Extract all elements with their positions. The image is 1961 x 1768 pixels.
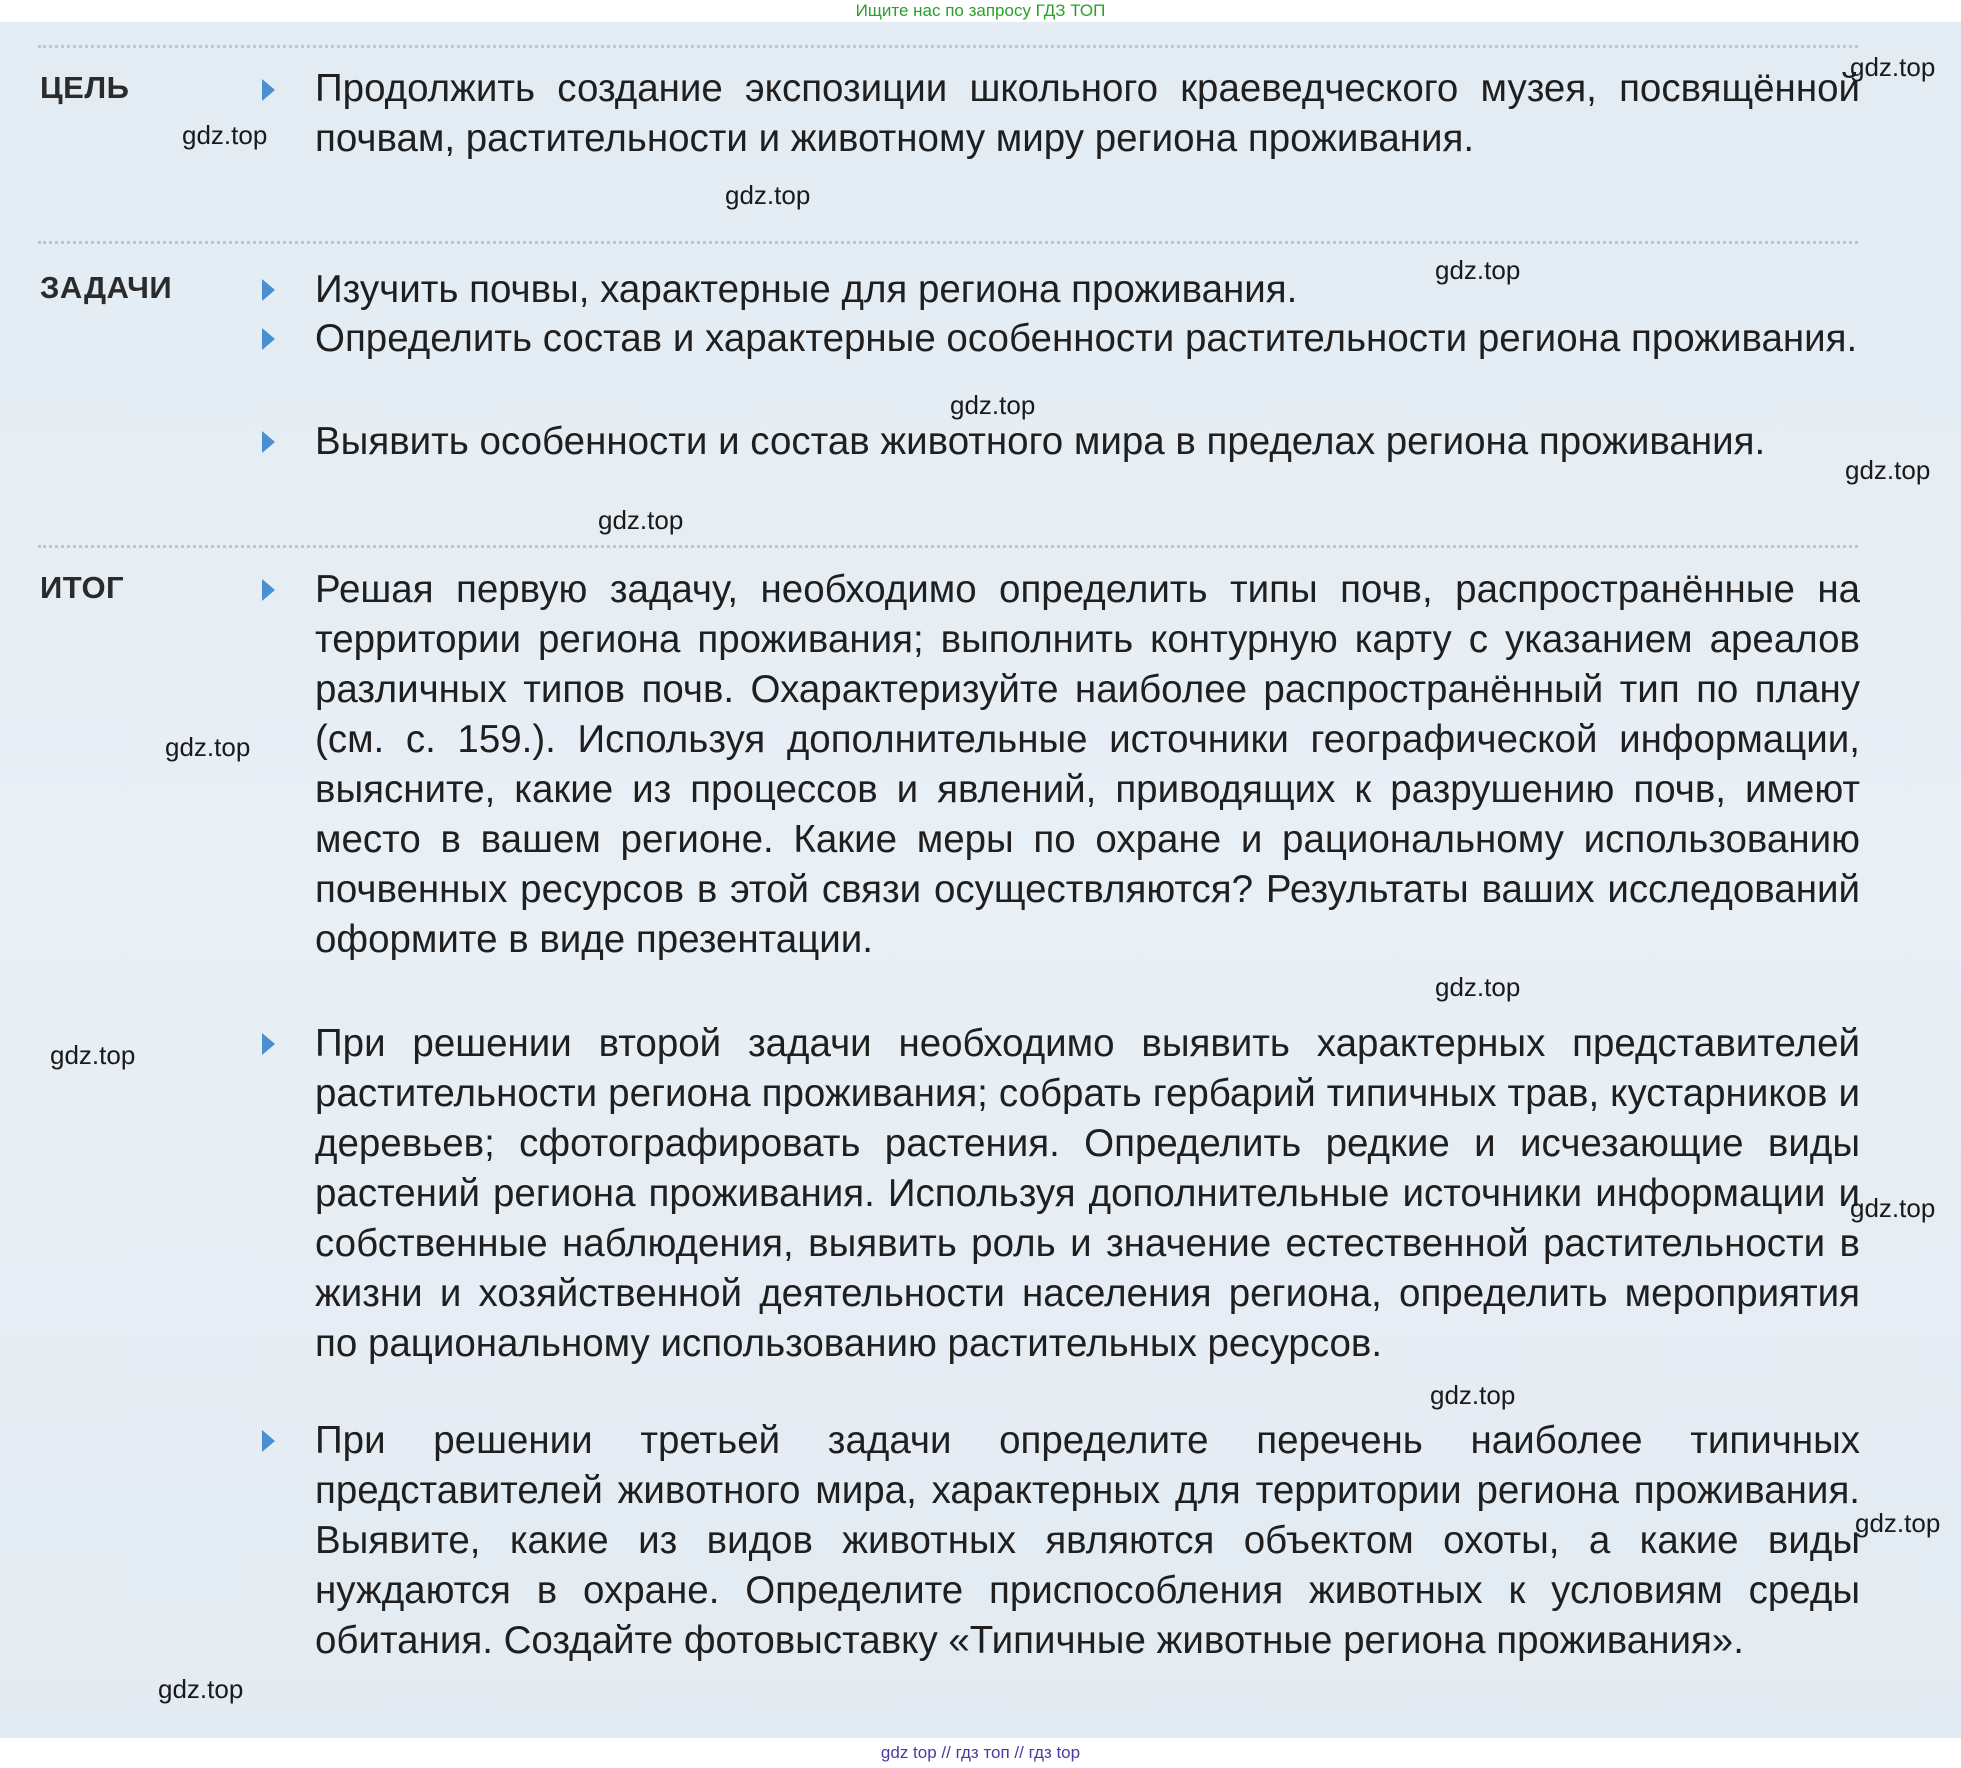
section-divider xyxy=(38,545,1858,548)
section-divider xyxy=(38,241,1858,244)
watermark: gdz.top xyxy=(950,390,1036,420)
watermark: gdz.top xyxy=(1435,972,1521,1002)
task-2-marker-icon xyxy=(262,328,275,350)
goal-text: Продолжить создание экспозиции школьного краеведческого музея, посвящённой почвам, растительности и животному миру региона проживания. xyxy=(315,67,1860,160)
section-divider xyxy=(38,45,1858,48)
watermark: gdz.top xyxy=(165,732,251,762)
watermark: gdz.top xyxy=(1850,1193,1936,1223)
result-2-text: При решении второй задачи необходимо выявить характерных представителей растительности региона проживания; собрать гербарий типичных трав, кустарников и деревьев; сфотографировать растения. Определить редкие и исчезающие виды растений региона проживания. Используя дополнительные источники информации и собственные наблюдения, выявить роль и значение естественной растительности в жизни и хозяйственной деятельности населения региона, определить мероприятия по рациональному использованию растительных ресурсов. xyxy=(315,1022,1860,1365)
goal-label: ЦЕЛЬ xyxy=(40,70,130,105)
result-1-marker-icon xyxy=(262,579,275,601)
watermark: gdz.top xyxy=(1855,1508,1941,1538)
result-1-text: Решая первую задачу, необходимо определить типы почв, распространённые на территории региона проживания; выполнить контурную карту с указанием ареалов различных типов почв. Охарактеризуйте наиболее распространённый тип по плану (см. с. 159.). Используя дополнительные источники географической информации, выясните, какие из процессов и явлений, приводящих к разрушению почв, имеют место в вашем регионе. Какие меры по охране и рациональному использованию почвенных ресурсов в этой связи осуществляются? Результаты ваших исследований оформите в виде презентации. xyxy=(315,568,1860,961)
watermark: gdz.top xyxy=(598,505,684,535)
top-banner[interactable]: Ищите нас по запросу ГДЗ ТОП xyxy=(0,0,1961,22)
watermark: gdz.top xyxy=(1430,1380,1516,1410)
watermark: gdz.top xyxy=(1850,52,1936,82)
watermark: gdz.top xyxy=(182,120,268,150)
bottom-banner[interactable]: gdz top // гдз топ // гдз top xyxy=(0,1738,1961,1768)
tasks-label: ЗАДАЧИ xyxy=(40,270,173,305)
result-2-marker-icon xyxy=(262,1033,275,1055)
task-3-marker-icon xyxy=(262,431,275,453)
watermark: gdz.top xyxy=(1845,455,1931,485)
watermark: gdz.top xyxy=(158,1674,244,1704)
watermark: gdz.top xyxy=(50,1040,136,1070)
task-3-text: Выявить особенности и состав животного мира в пределах региона проживания. xyxy=(315,420,1766,463)
result-label: ИТОГ xyxy=(40,570,125,605)
result-3-text: При решении третьей задачи определите перечень наиболее типичных представителей животного мира, характерных для территории региона проживания. Выявите, какие из видов животных являются объектом охоты, а какие виды нуждаются в охране. Определите приспособления животных к условиям среды обитания. Создайте фотовыставку «Типичные животные региона проживания». xyxy=(315,1419,1860,1662)
task-1-marker-icon xyxy=(262,279,275,301)
result-3-marker-icon xyxy=(262,1430,275,1452)
watermark: gdz.top xyxy=(1435,255,1521,285)
task-2-text: Определить состав и характерные особенности растительности региона проживания. xyxy=(315,317,1858,360)
task-1-text: Изучить почвы, характерные для региона проживания. xyxy=(315,268,1298,311)
goal-marker-icon xyxy=(262,79,275,101)
watermark: gdz.top xyxy=(725,180,811,210)
